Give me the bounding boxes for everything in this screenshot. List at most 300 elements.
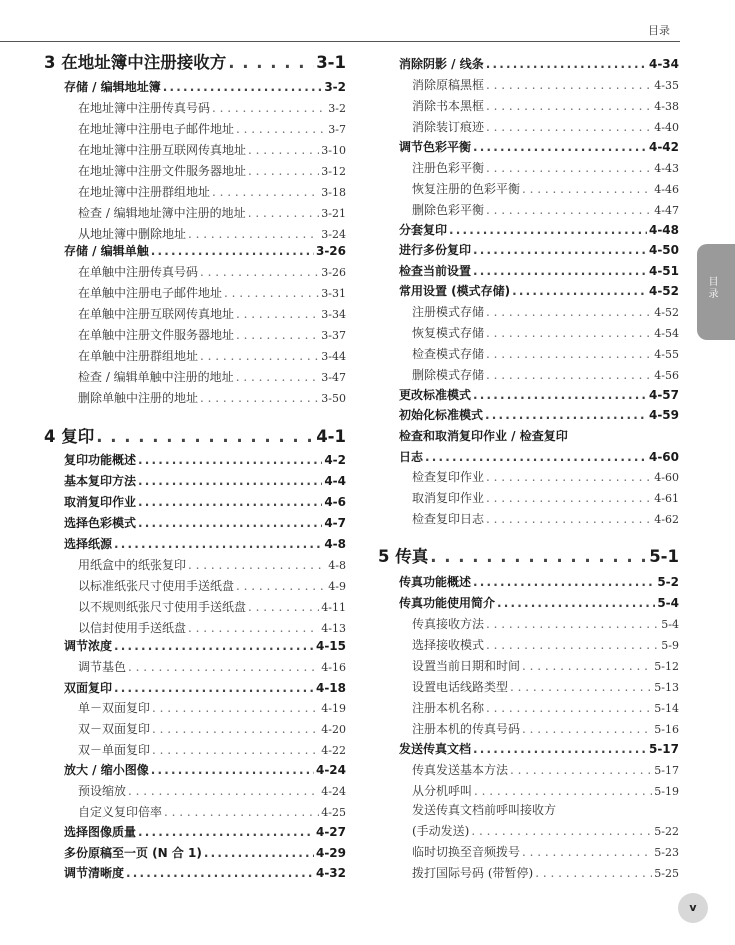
leader-dots <box>114 681 314 695</box>
leader-dots <box>486 78 652 92</box>
toc-entry-page: 4-22 <box>321 744 346 757</box>
leader-dots <box>473 575 655 589</box>
leader-dots <box>236 328 319 342</box>
toc-entry-sub[interactable] <box>44 204 346 221</box>
toc-entry-title: 更改标准模式 <box>399 388 472 402</box>
toc-entry-title: 检查复印日志 <box>412 512 485 526</box>
toc-entry-sub[interactable] <box>44 183 346 200</box>
leader-dots <box>152 722 319 736</box>
toc-entry-title: 分套复印 <box>399 223 448 237</box>
leader-dots <box>138 516 322 530</box>
toc-entry-page: 4-48 <box>648 223 679 237</box>
leader-dots <box>138 825 314 839</box>
toc-entry-sec[interactable] <box>378 138 679 155</box>
leader-dots <box>486 203 652 217</box>
toc-entry-sec[interactable] <box>44 535 346 552</box>
toc-entry-title: 从地址簿中删除地址 <box>78 227 187 241</box>
toc-entry-page: 5-2 <box>657 575 679 589</box>
toc-entry-title: 检查复印作业 <box>412 470 485 484</box>
leader-dots <box>486 161 652 175</box>
leader-dots <box>128 660 319 674</box>
toc-entry-sub[interactable] <box>378 864 679 881</box>
leader-dots <box>486 470 652 484</box>
toc-entry-sub[interactable] <box>44 699 346 716</box>
toc-entry-sec[interactable] <box>378 740 679 757</box>
leader-dots <box>212 185 319 199</box>
toc-entry-title: 初始化标准模式 <box>399 408 484 422</box>
toc-entry-page: 4-27 <box>315 825 346 839</box>
toc-entry-title: 检查模式存储 <box>412 347 485 361</box>
toc-entry-sub[interactable] <box>378 678 679 695</box>
toc-entry-sub[interactable] <box>378 118 679 135</box>
toc-entry-sec[interactable] <box>44 451 346 468</box>
toc-entry-sec[interactable] <box>44 823 346 840</box>
leader-dots <box>224 286 319 300</box>
toc-entry-sec[interactable] <box>378 448 679 465</box>
toc-entry-sub[interactable] <box>378 201 679 218</box>
toc-entry-title: 消除阴影 / 线条 <box>399 57 484 71</box>
toc-entry-page: 5-9 <box>661 639 679 652</box>
toc-entry-title: 取消复印作业 <box>412 491 485 505</box>
toc-entry-sub[interactable] <box>44 326 346 343</box>
leader-dots <box>471 824 652 838</box>
leader-dots <box>204 846 314 860</box>
toc-entry-page: 5-4 <box>661 618 679 631</box>
toc-entry-page: 3-26 <box>315 244 346 258</box>
toc-entry-page: 4-9 <box>328 580 346 593</box>
side-tab-label: 目录 <box>706 276 717 300</box>
toc-entry-page: 4-38 <box>654 100 679 113</box>
toc-entry-title: 调节清晰度 <box>64 866 125 880</box>
toc-entry-sub[interactable] <box>378 615 679 632</box>
toc-entry-title: 在地址簿中注册文件服务器地址 <box>78 164 247 178</box>
toc-entry-page: 4-7 <box>324 516 346 530</box>
toc-entry-chap[interactable] <box>44 423 346 447</box>
toc-entry-page: 3-26 <box>321 266 346 279</box>
toc-entry-sec[interactable] <box>378 573 679 590</box>
toc-entry-page: 4-56 <box>654 369 679 382</box>
toc-entry-sub[interactable] <box>378 159 679 176</box>
leader-dots <box>474 784 652 798</box>
toc-entry-title: 在单触中注册传真号码 <box>78 265 199 279</box>
toc-entry-title: 删除模式存储 <box>412 368 485 382</box>
toc-entry-sub[interactable] <box>378 345 679 362</box>
toc-entry-page: 4-19 <box>321 702 346 715</box>
toc-entry-title: 在单触中注册群组地址 <box>78 349 199 363</box>
leader-dots <box>486 305 652 319</box>
toc-entry-sub[interactable] <box>378 822 679 839</box>
leader-dots <box>152 743 319 757</box>
toc-entry-sub[interactable] <box>378 720 679 737</box>
leader-dots <box>248 143 319 157</box>
toc-entry-title: 调节色彩平衡 <box>399 140 472 154</box>
toc-entry-page: 3-21 <box>321 207 346 220</box>
toc-entry-title: 注册本机名称 <box>412 701 485 715</box>
toc-entry-page: 4-50 <box>648 243 679 257</box>
toc-entry-page: 4-8 <box>324 537 346 551</box>
toc-entry-page: 4-42 <box>648 140 679 154</box>
toc-entry-sec[interactable] <box>44 864 346 881</box>
toc-entry-sub[interactable] <box>44 120 346 137</box>
toc-entry-chap[interactable] <box>378 543 679 567</box>
leader-dots <box>522 845 652 859</box>
leader-dots <box>430 547 647 566</box>
toc-entry-page: 3-31 <box>321 287 346 300</box>
toc-entry-page: 4-47 <box>654 204 679 217</box>
leader-dots <box>248 600 319 614</box>
toc-entry-sec[interactable] <box>44 78 346 95</box>
toc-entry-title: 检查 / 编辑地址簿中注册的地址 <box>78 206 246 220</box>
toc-entry-page: 5-22 <box>654 825 679 838</box>
toc-entry-page: 4-52 <box>648 284 679 298</box>
toc-entry-sec[interactable] <box>378 55 679 72</box>
leader-dots <box>522 722 652 736</box>
toc-entry-sub[interactable] <box>378 761 679 778</box>
leader-dots <box>200 391 319 405</box>
toc-entry-page: 4-13 <box>321 622 346 635</box>
leader-dots <box>236 579 326 593</box>
toc-entry-sec[interactable] <box>378 594 679 611</box>
toc-entry-page: 4-62 <box>654 513 679 526</box>
toc-entry-sub[interactable] <box>44 99 346 116</box>
toc-entry-title: 3 在地址簿中注册接收方 <box>44 53 227 72</box>
toc-entry-page: 3-47 <box>321 371 346 384</box>
toc-entry-title: 传真接收方法 <box>412 617 485 631</box>
toc-entry-sub[interactable] <box>44 577 346 594</box>
toc-entry-title: 取消复印作业 <box>64 495 137 509</box>
leader-dots <box>212 101 326 115</box>
toc-entry-page: 3-18 <box>321 186 346 199</box>
toc-entry-sub[interactable] <box>378 657 679 674</box>
toc-entry-page: 4-55 <box>654 348 679 361</box>
toc-entry-sec[interactable] <box>44 514 346 531</box>
toc-entry-title: 恢复注册的色彩平衡 <box>412 182 521 196</box>
toc-entry-sec[interactable] <box>378 241 679 258</box>
toc-entry-sub[interactable] <box>44 741 346 758</box>
leader-dots <box>126 866 314 880</box>
leader-dots <box>473 264 647 278</box>
toc-entry-title: 选择图像质量 <box>64 825 137 839</box>
toc-entry-sub[interactable] <box>378 366 679 383</box>
toc-entry-title: 用纸盒中的纸张复印 <box>78 558 187 572</box>
toc-entry-page: 5-4 <box>657 596 679 610</box>
leader-dots <box>228 53 314 72</box>
toc-entry-title: 调节浓度 <box>64 639 113 653</box>
toc-entry-sub[interactable] <box>44 598 346 615</box>
toc-entry-page: 3-7 <box>328 123 346 136</box>
leader-dots <box>535 866 652 880</box>
toc-entry-sec[interactable] <box>44 472 346 489</box>
toc-entry-page: 3-34 <box>321 308 346 321</box>
toc-entry-page: 4-15 <box>315 639 346 653</box>
leader-dots <box>188 227 319 241</box>
toc-entry-sub[interactable] <box>44 347 346 364</box>
toc-entry-title: 自定义复印倍率 <box>78 805 163 819</box>
toc-entry-sub[interactable] <box>378 510 679 527</box>
toc-entry-sub[interactable] <box>44 263 346 280</box>
leader-dots <box>164 805 319 819</box>
toc-entry-sub[interactable] <box>378 699 679 716</box>
toc-entry-sec[interactable] <box>378 262 679 279</box>
toc-entry-title: 5 传真 <box>378 547 429 566</box>
leader-dots <box>512 284 647 298</box>
toc-entry-sec[interactable] <box>44 679 346 696</box>
toc-entry-page: 5-1 <box>649 547 679 566</box>
toc-entry-title: 单－双面复印 <box>78 701 151 715</box>
toc-entry-sub[interactable] <box>44 284 346 301</box>
leader-dots <box>425 450 647 464</box>
toc-entry-page: 5-14 <box>654 702 679 715</box>
toc-entry-title: 在地址簿中注册互联网传真地址 <box>78 143 247 157</box>
toc-entry-page: 5-17 <box>654 764 679 777</box>
leader-dots <box>485 408 647 422</box>
header-label: 目录 <box>648 24 670 37</box>
toc-entry-sub[interactable] <box>378 636 679 653</box>
toc-entry-sub[interactable] <box>378 489 679 506</box>
toc-entry-sec[interactable] <box>378 221 679 238</box>
leader-dots <box>236 370 320 384</box>
toc-entry-sec[interactable] <box>378 427 679 444</box>
toc-entry-sec[interactable] <box>44 242 346 259</box>
leader-dots <box>163 80 323 94</box>
toc-entry-title: 多份原稿至一页 (N 合 1) <box>64 846 202 860</box>
toc-entry-sub[interactable] <box>44 782 346 799</box>
toc-entry-page: 4-2 <box>324 453 346 467</box>
toc-entry-page: 5-13 <box>654 681 679 694</box>
leader-dots <box>114 639 314 653</box>
toc-entry-title: 传真功能使用简介 <box>399 596 496 610</box>
header-rule <box>0 41 680 42</box>
toc-entry-sub[interactable] <box>44 803 346 820</box>
toc-entry-sub[interactable] <box>44 368 346 385</box>
toc-entry-sub[interactable] <box>378 76 679 93</box>
toc-entry-page: 3-12 <box>321 165 346 178</box>
toc-entry-title: 放大 / 缩小图像 <box>64 763 149 777</box>
toc-entry-sub[interactable] <box>378 180 679 197</box>
toc-entry-title: 在地址簿中注册传真号码 <box>78 101 211 115</box>
toc-entry-page: 5-19 <box>654 785 679 798</box>
leader-dots <box>188 621 319 635</box>
toc-entry-title: 发送传真文档 <box>399 742 472 756</box>
toc-entry-sub[interactable] <box>378 303 679 320</box>
leader-dots <box>248 164 319 178</box>
toc-entry-title: 临时切换至音频拨号 <box>412 845 521 859</box>
toc-entry-page: 4-8 <box>328 559 346 572</box>
toc-entry-page: 4-24 <box>315 763 346 777</box>
toc-entry-title: 基本复印方法 <box>64 474 137 488</box>
leader-dots <box>486 638 659 652</box>
toc-entry-title: 以信封使用手送纸盘 <box>78 621 187 635</box>
leader-dots <box>473 140 647 154</box>
leader-dots <box>151 244 314 258</box>
toc-entry-page: 4-25 <box>321 806 346 819</box>
leader-dots <box>188 558 326 572</box>
toc-entry-title: 消除原稿黑框 <box>412 78 485 92</box>
leader-dots <box>236 122 326 136</box>
toc-entry-sub[interactable] <box>44 720 346 737</box>
leader-dots <box>510 680 652 694</box>
toc-entry-sec[interactable] <box>44 761 346 778</box>
toc-entry-title: 双－单面复印 <box>78 743 151 757</box>
toc-entry-page: 4-1 <box>316 427 346 446</box>
toc-entry-page: 4-54 <box>654 327 679 340</box>
toc-entry-page: 4-52 <box>654 306 679 319</box>
toc-entry-page: 3-10 <box>321 144 346 157</box>
toc-entry-sub[interactable] <box>44 225 346 242</box>
leader-dots <box>96 427 314 446</box>
toc-entry-page: 4-20 <box>321 723 346 736</box>
toc-entry-title: 注册色彩平衡 <box>412 161 485 175</box>
toc-entry-title: 从分机呼叫 <box>412 784 473 798</box>
toc-entry-page: 4-16 <box>321 661 346 674</box>
toc-entry-page: 3-1 <box>316 53 346 72</box>
toc-entry-page: 4-60 <box>654 471 679 484</box>
leader-dots <box>486 701 652 715</box>
toc-entry-page: 4-43 <box>654 162 679 175</box>
toc-entry-title: 复印功能概述 <box>64 453 137 467</box>
leader-dots <box>497 596 655 610</box>
toc-entry-page: 4-60 <box>648 450 679 464</box>
toc-entry-title: 在单触中注册互联网传真地址 <box>78 307 235 321</box>
toc-entry-title: 选择接收模式 <box>412 638 485 652</box>
toc-entry-title: 消除装订痕迹 <box>412 120 485 134</box>
toc-entry-title: 存储 / 编辑单触 <box>64 244 149 258</box>
toc-entry-page: 4-59 <box>648 408 679 422</box>
toc-entry-title: 恢复模式存储 <box>412 326 485 340</box>
toc-entry-sub[interactable] <box>378 801 679 818</box>
toc-entry-page: 3-50 <box>321 392 346 405</box>
leader-dots <box>200 265 319 279</box>
toc-entry-page: 3-2 <box>328 102 346 115</box>
toc-entry-page: 3-24 <box>321 228 346 241</box>
toc-entry-sub[interactable] <box>44 389 346 406</box>
toc-entry-title: 在地址簿中注册群组地址 <box>78 185 211 199</box>
leader-dots <box>128 784 319 798</box>
toc-entry-title: 删除色彩平衡 <box>412 203 485 217</box>
toc-entry-title: 传真功能概述 <box>399 575 472 589</box>
toc-entry-page: 5-12 <box>654 660 679 673</box>
leader-dots <box>486 326 652 340</box>
toc-entry-chap[interactable] <box>44 49 346 73</box>
toc-entry-title: 进行多份复印 <box>399 243 472 257</box>
toc-entry-page: 3-44 <box>321 350 346 363</box>
leader-dots <box>522 182 652 196</box>
leader-dots <box>138 495 322 509</box>
toc-entry-title: 以不规则纸张尺寸使用手送纸盘 <box>78 600 247 614</box>
toc-entry-sec[interactable] <box>378 282 679 299</box>
toc-entry-sub[interactable] <box>44 658 346 675</box>
toc-entry-sec[interactable] <box>44 844 346 861</box>
toc-entry-title: 删除单触中注册的地址 <box>78 391 199 405</box>
leader-dots <box>449 223 647 237</box>
toc-entry-title: 4 复印 <box>44 427 95 446</box>
toc-entry-page: 4-35 <box>654 79 679 92</box>
toc-entry-sub[interactable] <box>378 324 679 341</box>
toc-entry-title: 双面复印 <box>64 681 113 695</box>
toc-entry-sec[interactable] <box>378 386 679 403</box>
leader-dots <box>138 453 322 467</box>
toc-entry-title: 检查和取消复印作业 / 检查复印 <box>399 429 568 443</box>
toc-entry-title: 注册模式存储 <box>412 305 485 319</box>
toc-entry-sec[interactable] <box>44 637 346 654</box>
toc-entry-page: 4-29 <box>315 846 346 860</box>
toc-entry-title: 消除书本黑框 <box>412 99 485 113</box>
toc-entry-title: 存储 / 编辑地址簿 <box>64 80 161 94</box>
toc-entry-title: 发送传真文档前呼叫接收方 <box>412 803 557 817</box>
toc-entry-title: 拨打国际号码 (带暂停) <box>412 866 534 880</box>
toc-entry-title: 设置当前日期和时间 <box>412 659 521 673</box>
toc-entry-sub[interactable] <box>378 843 679 860</box>
toc-entry-title: 设置电话线路类型 <box>412 680 509 694</box>
toc-entry-page: 4-24 <box>321 785 346 798</box>
leader-dots <box>152 701 319 715</box>
toc-entry-sec[interactable] <box>44 493 346 510</box>
leader-dots <box>473 388 647 402</box>
toc-entry-page: 4-51 <box>648 264 679 278</box>
leader-dots <box>486 120 652 134</box>
leader-dots <box>486 368 652 382</box>
leader-dots <box>486 99 652 113</box>
toc-entry-sec[interactable] <box>378 406 679 423</box>
toc-entry-title: 选择色彩模式 <box>64 516 137 530</box>
toc-entry-sub[interactable] <box>378 97 679 114</box>
toc-entry-page: 5-16 <box>654 723 679 736</box>
toc-entry-page: 3-2 <box>324 80 346 94</box>
toc-entry-title: 检查 / 编辑单触中注册的地址 <box>78 370 234 384</box>
toc-entry-title: 注册本机的传真号码 <box>412 722 521 736</box>
toc-entry-page: 4-32 <box>315 866 346 880</box>
page-number: v <box>678 893 708 923</box>
leader-dots <box>236 307 319 321</box>
toc-entry-title: 双－双面复印 <box>78 722 151 736</box>
toc-entry-title: 检查当前设置 <box>399 264 472 278</box>
leader-dots <box>486 347 652 361</box>
leader-dots <box>486 512 652 526</box>
leader-dots <box>486 491 652 505</box>
toc-entry-page: 3-37 <box>321 329 346 342</box>
toc-entry-sub[interactable] <box>44 162 346 179</box>
toc-entry-page: 5-23 <box>654 846 679 859</box>
toc-entry-sub[interactable] <box>44 305 346 322</box>
toc-entry-title: 预设缩放 <box>78 784 127 798</box>
toc-entry-page: 5-25 <box>654 867 679 880</box>
toc-entry-page: 4-61 <box>654 492 679 505</box>
toc-entry-page: 4-18 <box>315 681 346 695</box>
leader-dots <box>522 659 652 673</box>
toc-entry-sub[interactable] <box>378 782 679 799</box>
leader-dots <box>510 763 652 777</box>
toc-entry-page: 4-34 <box>648 57 679 71</box>
toc-entry-title: 日志 <box>399 450 424 464</box>
toc-entry-page: 4-4 <box>324 474 346 488</box>
toc-entry-title: 调节基色 <box>78 660 127 674</box>
toc-entry-title: (手动发送) <box>412 824 470 838</box>
toc-entry-page: 4-40 <box>654 121 679 134</box>
toc-entry-title: 传真发送基本方法 <box>412 763 509 777</box>
toc-entry-title: 在单触中注册电子邮件地址 <box>78 286 223 300</box>
toc-entry-sub[interactable] <box>44 556 346 573</box>
toc-entry-sub[interactable] <box>44 619 346 636</box>
leader-dots <box>151 763 314 777</box>
toc-entry-sub[interactable] <box>378 468 679 485</box>
leader-dots <box>248 206 320 220</box>
leader-dots <box>114 537 322 551</box>
toc-entry-title: 常用设置 (模式存储) <box>399 284 511 298</box>
toc-entry-sub[interactable] <box>44 141 346 158</box>
toc-entry-page: 5-17 <box>648 742 679 756</box>
leader-dots <box>473 742 647 756</box>
toc-entry-page: 4-11 <box>321 601 346 614</box>
